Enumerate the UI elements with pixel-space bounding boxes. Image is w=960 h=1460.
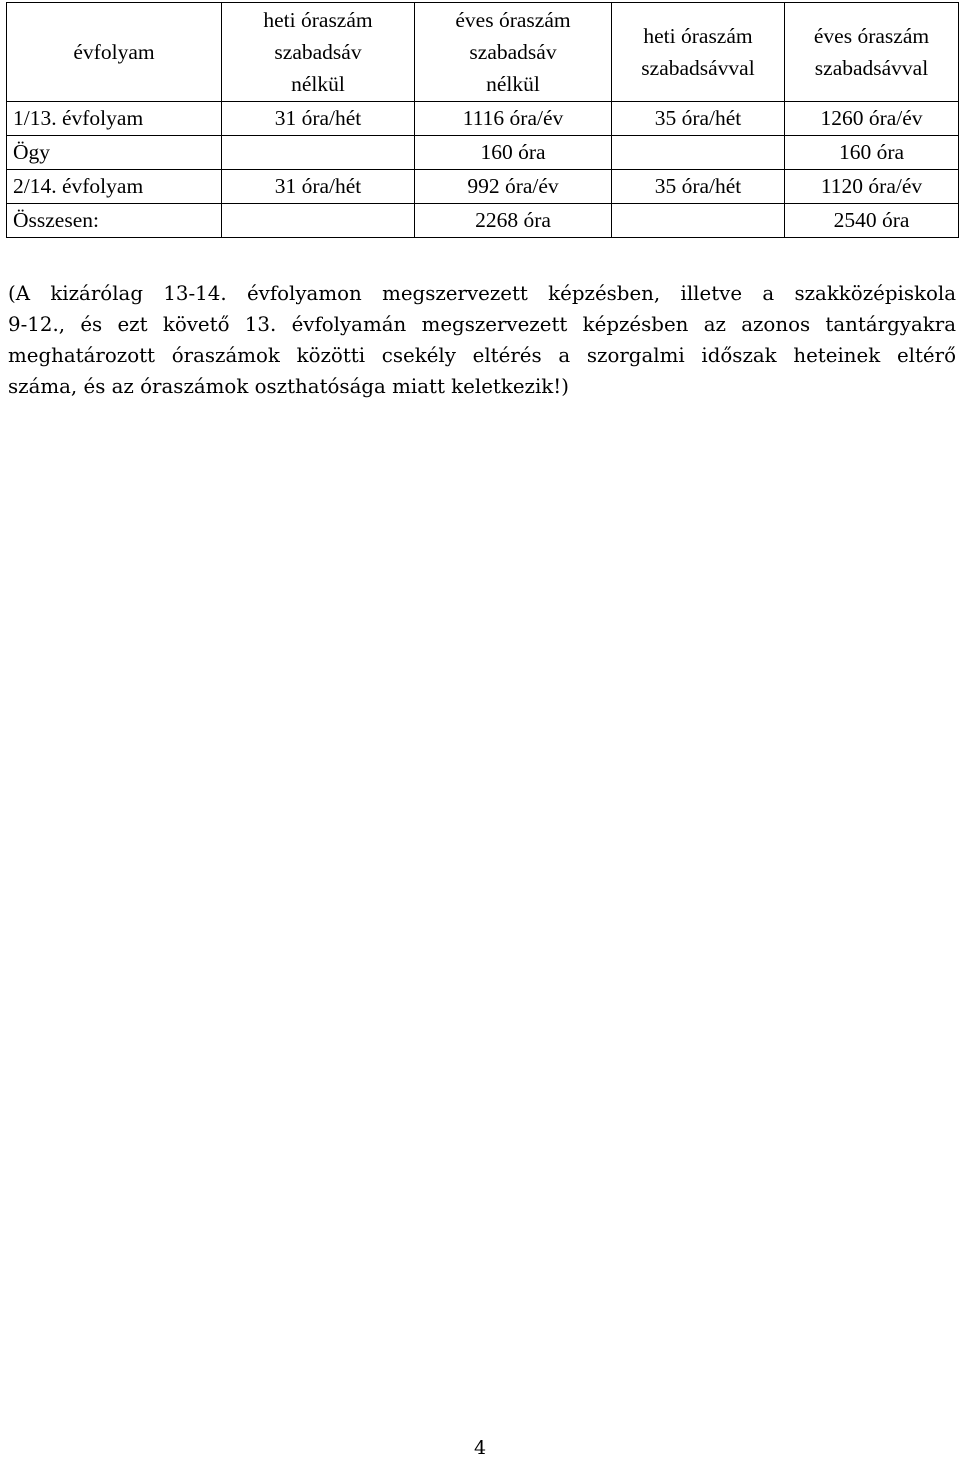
table-cell: 160 óra [785, 136, 959, 170]
table-cell: 160 óra [415, 136, 612, 170]
note-line: száma, és az óraszámok oszthatósága miatt keletkezik!) [8, 375, 569, 398]
table-cell [222, 136, 415, 170]
table-cell: 992 óra/év [415, 170, 612, 204]
header-yearly-with-elective: éves óraszám szabadsávval [785, 3, 959, 102]
header-evfolyam: évfolyam [7, 3, 222, 102]
table-row [7, 136, 959, 170]
table-cell: 31 óra/hét [222, 102, 415, 136]
table-row [7, 204, 959, 238]
table-row [7, 170, 959, 204]
header-weekly-without-elective: heti óraszám szabadsáv nélkül [222, 3, 415, 102]
table-cell: 31 óra/hét [222, 170, 415, 204]
note-line: (A kizárólag 13-14. évfolyamon megszervezett képzésben, illetve a szakközépiskola [8, 282, 956, 305]
table-cell: 35 óra/hét [612, 102, 785, 136]
hours-table [6, 2, 959, 238]
table-cell: Ögy [7, 136, 222, 170]
table-cell [612, 136, 785, 170]
note-paragraph [8, 278, 956, 402]
page-number: 4 [473, 1437, 487, 1459]
header-yearly-without-elective: éves óraszám szabadsáv nélkül [415, 3, 612, 102]
table-cell: 2540 óra [785, 204, 959, 238]
note-line: meghatározott óraszámok közötti csekély eltérés a szorgalmi időszak heteinek eltérő [8, 344, 956, 367]
table-cell [612, 204, 785, 238]
table-cell: 1/13. évfolyam [7, 102, 222, 136]
header-weekly-with-elective: heti óraszám szabadsávval [612, 3, 785, 102]
table-cell: 1116 óra/év [415, 102, 612, 136]
table-cell: 35 óra/hét [612, 170, 785, 204]
note-line: 9-12., és ezt követő 13. évfolyamán megszervezett képzésben az azonos tantárgyakra [8, 313, 956, 336]
table-cell: 2268 óra [415, 204, 612, 238]
table-cell: 2/14. évfolyam [7, 170, 222, 204]
table-cell [222, 204, 415, 238]
table-header-row [7, 3, 959, 102]
table-row [7, 102, 959, 136]
table-cell: 1260 óra/év [785, 102, 959, 136]
table-cell: Összesen: [7, 204, 222, 238]
table-cell: 1120 óra/év [785, 170, 959, 204]
